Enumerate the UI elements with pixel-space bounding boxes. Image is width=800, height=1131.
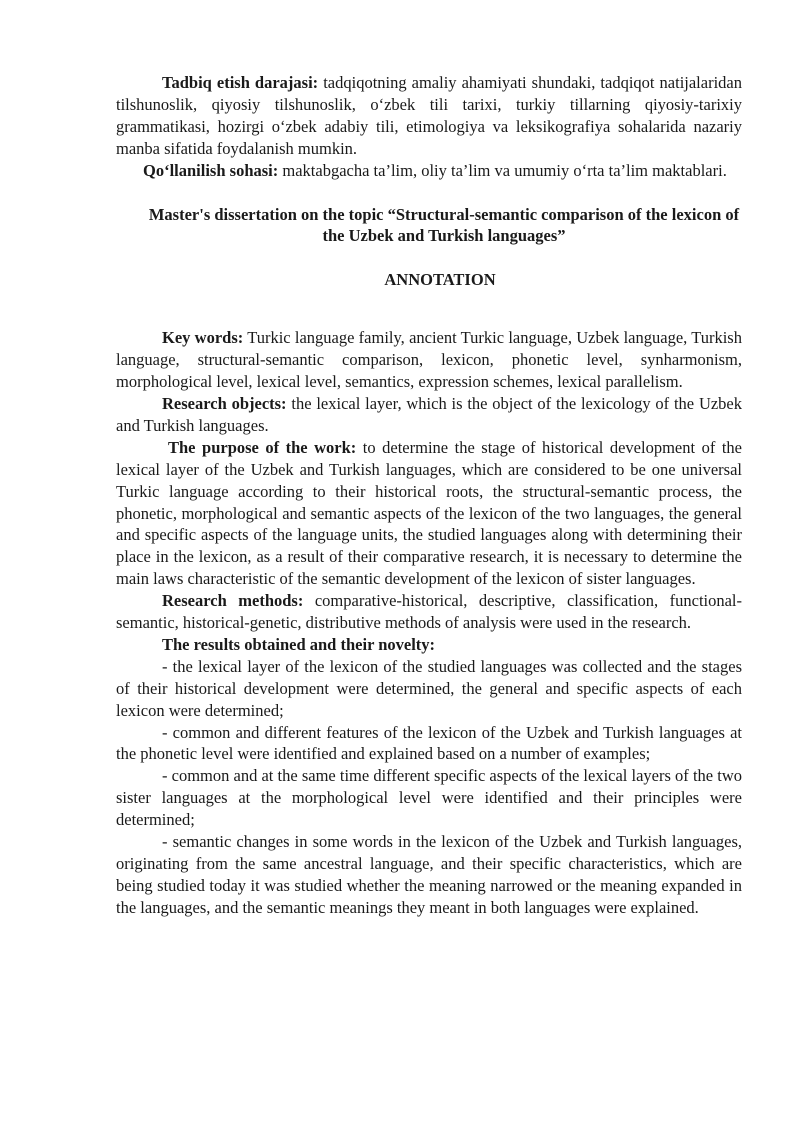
usage-level-text: tadqiqotning amaliy ahamiyati shundaki, tadqiqot natijalaridan tilshunoslik, qiyosiy tilshunoslik, o‘zbek tili tarixi, turkiy tillarning qiyosiy-tarixiy grammatikasi, hozirgi o‘zbek adabiy tili, etimologiya va leksikografiya sohalarida nazariy manba sifatida foydalanish mumkin. xyxy=(116,73,742,158)
application-area-text: maktabgacha ta’lim, oliy ta’lim va umumiy o‘rta ta’lim maktablari. xyxy=(278,160,727,180)
usage-level-label: Tadbiq etish darajasi: xyxy=(162,73,319,92)
key-words-paragraph xyxy=(116,327,742,393)
purpose-text: to determine the stage of historical development of the lexical layer of the Uzbek and Turkish languages, which are considered to be one universal Turkic language according to their historical roots, the structural-semantic process, the phonetic, morphological and semantic aspects of the lexicon of the two languages, the general and specific aspects of the language units, the studied languages along with determining their place in the lexicon, as a result of their comparative research, it is necessary to determine the main laws characteristic of the semantic development of the lexicon of sister languages. xyxy=(116,437,742,589)
methods-label: Research methods: xyxy=(162,591,304,611)
purpose-paragraph xyxy=(116,437,742,590)
result-item-4: - semantic changes in some words in the lexicon of the Uzbek and Turkish languages, originating from the same ancestral language, and their specific characteristics, which are being studied today it was studied whether the meaning narrowed or the meaning expanded in the languages, and the semantic meanings they meant in both languages were explained. xyxy=(116,832,742,917)
research-objects-paragraph xyxy=(116,393,742,437)
key-words-text: Turkic language family, ancient Turkic language, Uzbek language, Turkish language, structural-semantic comparison, lexicon, phonetic level, synharmonism, morphological level, lexical level, semantics, expression schemes, lexical parallelism. xyxy=(116,328,742,392)
result-item-3: - common and at the same time different specific aspects of the lexical layers of the two sister languages at the morphological level were identified and their principles were determined; xyxy=(116,766,742,830)
research-objects-text: the lexical layer, which is the object of the lexicology of the Uzbek and Turkish languages. xyxy=(116,393,743,435)
application-area-paragraph xyxy=(116,160,742,182)
application-area-label: Qo‘llanilish sohasi: xyxy=(143,160,279,180)
purpose-label: The purpose of the work: xyxy=(168,437,357,457)
document-page xyxy=(116,72,742,919)
result-item-2: - common and different features of the lexicon of the Uzbek and Turkish languages at the phonetic level were identified and explained based on a number of examples; xyxy=(116,722,742,764)
results-heading-paragraph xyxy=(116,634,742,656)
result-item-1: - the lexical layer of the lexicon of the studied languages was collected and the stages of their historical development were determined, the general and specific aspects of each lexicon were determined; xyxy=(116,656,742,720)
methods-paragraph xyxy=(116,590,742,634)
usage-level-paragraph xyxy=(116,72,742,160)
research-objects-label: Research objects: xyxy=(162,393,287,413)
annotation-heading: ANNOTATION xyxy=(384,270,496,290)
results-heading: The results obtained and their novelty: xyxy=(162,634,436,654)
dissertation-title: Master's dissertation on the topic “Structural-semantic comparison of the lexicon of the Uzbek and Turkish languages” xyxy=(148,204,740,246)
key-words-label: Key words: xyxy=(162,328,244,348)
methods-text: comparative-historical, descriptive, classification, functional-semantic, historical-genetic, distributive methods of analysis were used in the research. xyxy=(116,591,743,633)
